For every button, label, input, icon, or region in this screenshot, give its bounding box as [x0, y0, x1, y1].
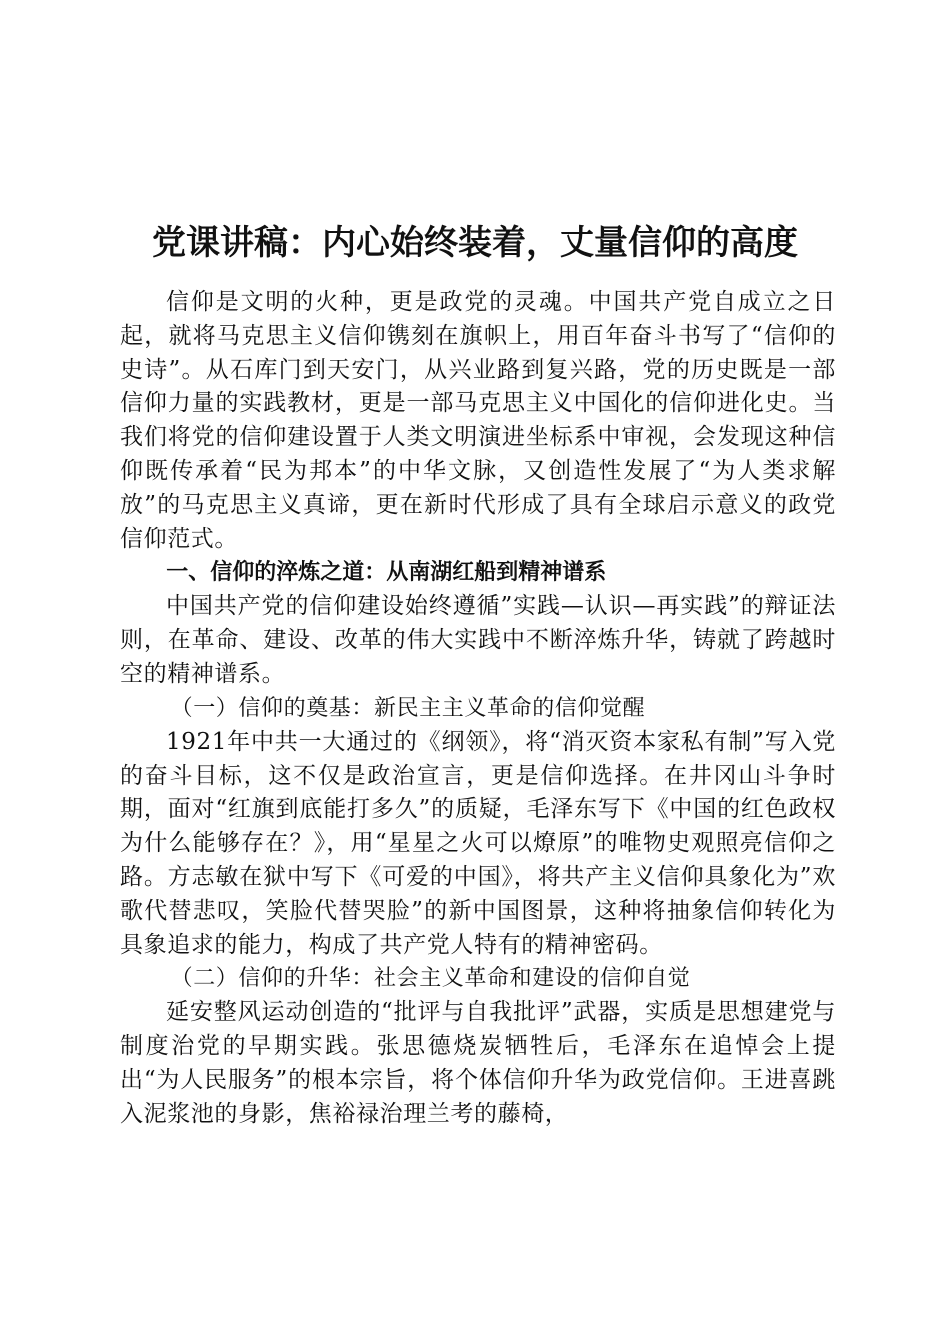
- section-heading: 一、信仰的淬炼之道：从南湖红船到精神谱系: [166, 560, 607, 586]
- document-body: [120, 286, 836, 1132]
- subsection-heading: （二）信仰的升华：社会主义革命和建设的信仰自觉: [170, 966, 691, 992]
- section-paragraph: 中国共产党的信仰建设始终遵循”实践—认识—再实践”的辩证法则，在革命、建设、改革的伟大实践中不断淬炼升华，铸就了跨越时空的精神谱系。: [120, 593, 836, 687]
- subsection-heading: （一）信仰的奠基：新民主主义革命的信仰觉醒: [170, 695, 646, 721]
- subsection-paragraph: 延安整风运动创造的“批评与自我批评”武器，实质是思想建党与制度治党的早期实践。张思德烧炭牺牲后，毛泽东在追悼会上提出“为人民服务”的根本宗旨，将个体信仰升华为政党信仰。王进喜跳入泥浆池的身影，焦裕禄治理兰考的藤椅，: [120, 999, 836, 1127]
- document-title: 党课讲稿：内心始终装着，丈量信仰的高度: [152, 222, 798, 263]
- intro-paragraph: 信仰是文明的火种，更是政党的灵魂。中国共产党自成立之日起，就将马克思主义信仰镌刻在旗帜上，用百年奋斗书写了“信仰的史诗”。从石库门到天安门，从兴业路到复兴路，党的历史既是一部信仰力量的实践教材，更是一部马克思主义中国化的信仰进化史。当我们将党的信仰建设置于人类文明演进坐标系中审视，会发现这种信仰既传承着“民为邦本”的中华文脉，又创造性发展了“为人类求解放”的马克思主义真谛，更在新时代形成了具有全球启示意义的政党信仰范式。: [120, 289, 836, 552]
- subsection-paragraph: 1921年中共一大通过的《纲领》，将“消灭资本家私有制”写入党的奋斗目标，这不仅是政治宣言，更是信仰选择。在井冈山斗争时期，面对“红旗到底能打多久”的质疑，毛泽东写下《中国的红色政权为什么能够存在？》，用“星星之火可以燎原”的唯物史观照亮信仰之路。方志敏在狱中写下《可爱的中国》，将共产主义信仰具象化为”欢歌代替悲叹，笑脸代替哭脸”的新中国图景，这种将抽象信仰转化为具象追求的能力，构成了共产党人特有的精神密码。: [120, 728, 836, 958]
